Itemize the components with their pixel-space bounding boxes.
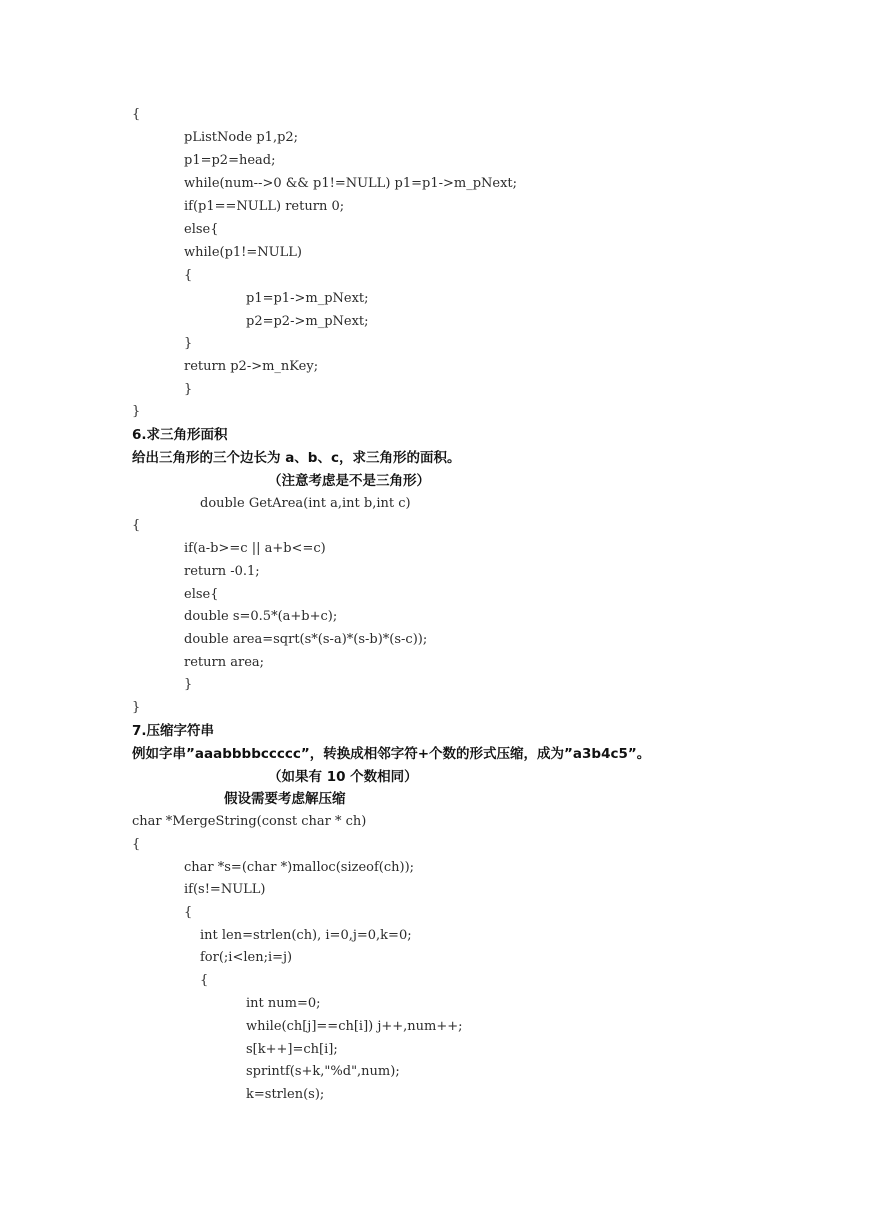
code-line: double area=sqrt(s*(s-a)*(s-b)*(s-c)); <box>184 632 428 647</box>
code-line: double s=0.5*(a+b+c); <box>184 609 338 624</box>
code-line: while(ch[j]==ch[i]) j++,num++; <box>246 1019 463 1034</box>
section-heading: 6.求三角形面积 <box>132 427 228 443</box>
code-line: { <box>132 837 141 852</box>
code-line: else{ <box>184 222 219 237</box>
code-line: return p2->m_nKey; <box>184 359 319 374</box>
code-line: int num=0; <box>246 996 321 1011</box>
code-line: else{ <box>184 587 219 602</box>
code-line: p2=p2->m_pNext; <box>246 314 369 329</box>
function-signature: char *MergeString(const char * ch) <box>132 814 367 829</box>
section-note: 假设需要考虑解压缩 <box>224 791 346 807</box>
code-line: if(s!=NULL) <box>184 882 266 897</box>
section-note: （如果有 10 个数相同） <box>268 769 418 785</box>
code-line: sprintf(s+k,"%d",num); <box>246 1064 400 1079</box>
section-description: 给出三角形的三个边长为 a、b、c，求三角形的面积。 <box>132 450 461 466</box>
code-line: return -0.1; <box>184 564 260 579</box>
function-signature: double GetArea(int a,int b,int c) <box>200 496 411 511</box>
code-line: for(;i<len;i=j) <box>200 950 293 965</box>
section-description: 例如字串”aaabbbbccccc”，转换成相邻字符+个数的形式压缩，成为”a3b4c5”。 <box>132 746 651 762</box>
code-line: if(a-b>=c || a+b<=c) <box>184 541 326 556</box>
code-line: } <box>184 382 193 397</box>
code-line: if(p1==NULL) return 0; <box>184 199 345 214</box>
code-line: while(num-->0 && p1!=NULL) p1=p1->m_pNext; <box>184 176 518 191</box>
code-line: int len=strlen(ch), i=0,j=0,k=0; <box>200 928 412 943</box>
code-line: k=strlen(s); <box>246 1087 325 1102</box>
code-line: } <box>132 700 141 715</box>
code-line: { <box>132 518 141 533</box>
code-line: } <box>132 404 141 419</box>
code-line: while(p1!=NULL) <box>184 245 302 260</box>
code-line: return area; <box>184 655 265 670</box>
code-line: } <box>184 677 193 692</box>
code-line: { <box>132 107 141 122</box>
code-line: { <box>184 905 193 920</box>
section-note: （注意考虑是不是三角形） <box>268 473 430 489</box>
code-line: p1=p1->m_pNext; <box>246 291 369 306</box>
code-line: char *s=(char *)malloc(sizeof(ch)); <box>184 860 415 875</box>
code-line: } <box>184 336 193 351</box>
code-line: s[k++]=ch[i]; <box>246 1042 338 1057</box>
code-line: pListNode p1,p2; <box>184 130 299 145</box>
code-line: { <box>200 973 209 988</box>
code-line: { <box>184 268 193 283</box>
code-line: p1=p2=head; <box>184 153 276 168</box>
section-heading: 7.压缩字符串 <box>132 723 215 739</box>
